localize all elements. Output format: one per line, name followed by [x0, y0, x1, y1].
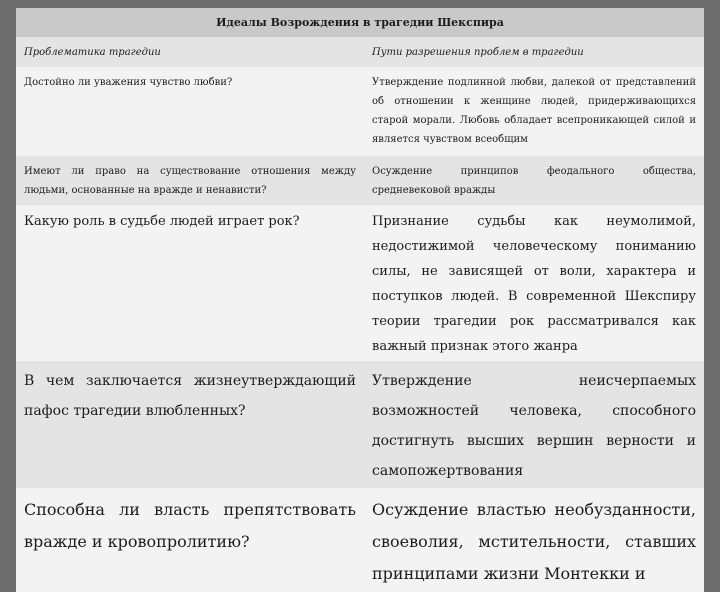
row-question: Способна ли власть препятствовать вражде и кровопролитию?	[16, 488, 364, 592]
row-question: Достойно ли уважения чувство любви?	[16, 67, 364, 156]
row-answer: Признание судьбы как неумолимой, недостижимой человеческому пониманию силы, не зависящей от воли, характера и поступков людей. В современной Шекспиру теории трагедии рок рассматривался как важный признак этого жанра	[364, 205, 704, 361]
row-question: Имеют ли право на существование отношения между людьми, основанные на вражде и ненависти?	[16, 156, 364, 205]
table-row	[16, 488, 704, 592]
table-row	[16, 205, 704, 361]
table-row	[16, 156, 704, 205]
row-question: В чем заключается жизнеутверждающий пафос трагедии влюбленных?	[16, 361, 364, 488]
table-row	[16, 67, 704, 156]
renaissance-ideals-table	[16, 8, 704, 592]
slide-page	[16, 8, 704, 583]
table-title-row	[16, 8, 704, 37]
table-row	[16, 361, 704, 488]
row-answer: Осуждение принципов феодального общества, средневековой вражды	[364, 156, 704, 205]
row-question: Какую роль в судьбе людей играет рок?	[16, 205, 364, 361]
header-solution: Пути разрешения проблем в трагедии	[364, 37, 704, 67]
table-title: Идеалы Возрождения в трагедии Шекспира	[16, 8, 704, 37]
row-answer: Утверждение неисчерпаемых возможностей человека, способного достигнуть высших вершин верности и самопожертвования	[364, 361, 704, 488]
row-answer: Осуждение властью необузданности, своеволия, мстительности, ставших принципами жизни Монтекки и	[364, 488, 704, 592]
row-answer: Утверждение подлинной любви, далекой от представлений об отношении к женщине людей, придерживающихся старой морали. Любовь обладает всепроникающей силой и является чувством всеобщим	[364, 67, 704, 156]
table-header-row	[16, 37, 704, 67]
header-problem: Проблематика трагедии	[16, 37, 364, 67]
